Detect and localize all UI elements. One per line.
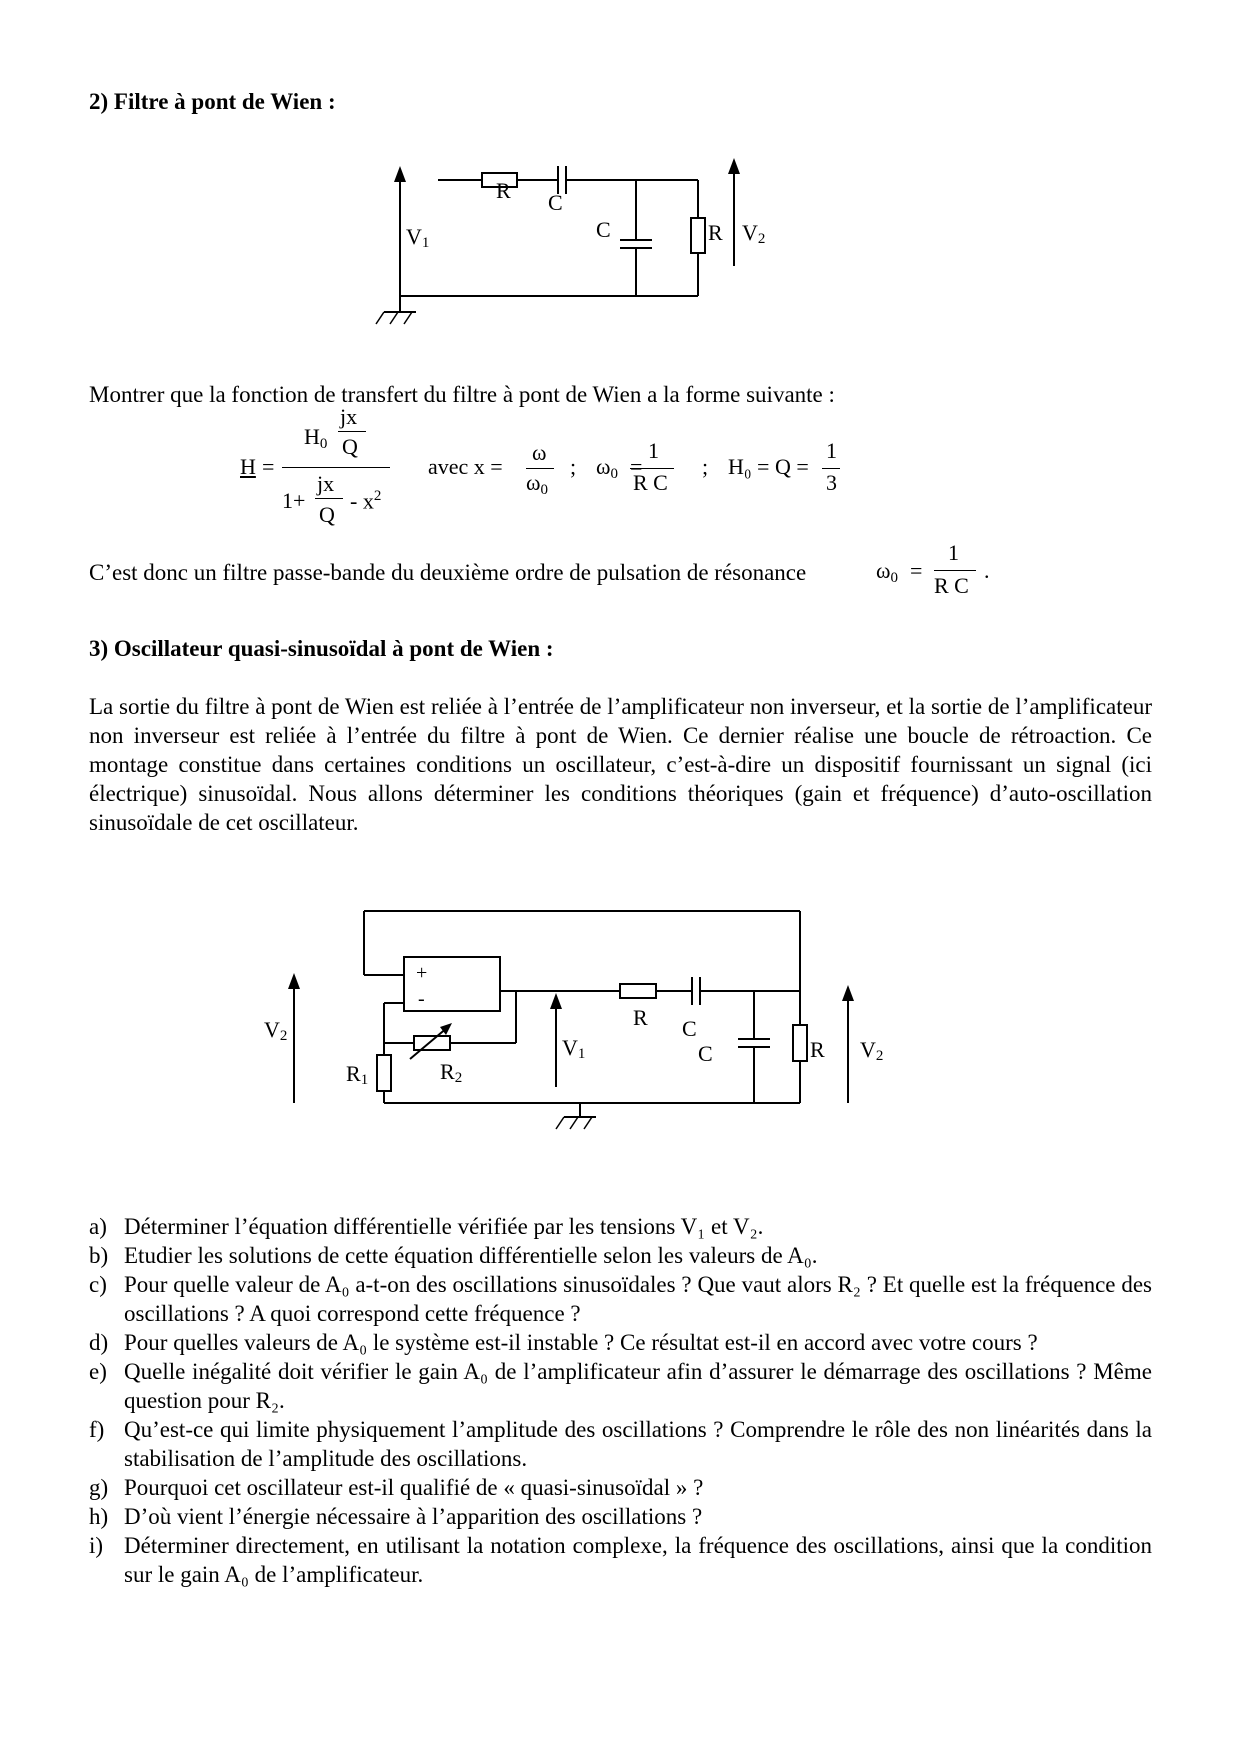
question-item: b) Etudier les solutions de cette équation différentielle selon les valeurs de A₀. bbox=[89, 1243, 818, 1268]
formula-omega: ω bbox=[532, 440, 547, 465]
questions-list bbox=[89, 1212, 1152, 1589]
label-v2-right: V2 bbox=[860, 1037, 884, 1064]
formula-semicolon-1: ; bbox=[570, 454, 577, 479]
label-r-parallel: R bbox=[708, 220, 723, 245]
variable-resistor-arrow-icon bbox=[410, 1027, 448, 1059]
transfer-intro-text: Montrer que la fonction de transfert du filtre à pont de Wien a la forme suivante : bbox=[89, 382, 835, 407]
formula-den-oneplus: 1+ bbox=[282, 488, 306, 513]
question-item: e) Quelle inégalité doit vérifier le gain A₀ de l’amplificateur afin d’assurer le démarrage des oscillations ? Même question pour R₂. bbox=[89, 1359, 1152, 1413]
question-item: a) Déterminer l’équation différentielle vérifiée par les tensions V₁ et V₂. bbox=[89, 1214, 764, 1239]
formula-h0-q: H₀ = Q = bbox=[728, 454, 809, 479]
formula-den-q: Q bbox=[319, 502, 335, 527]
formula-three: 3 bbox=[826, 470, 837, 495]
label-c-parallel: C bbox=[698, 1041, 713, 1066]
question-item: h) D’où vient l’énergie nécessaire à l’apparition des oscillations ? bbox=[89, 1504, 703, 1529]
formula-den-minus-x: - $x^2$ bbox=[350, 488, 382, 514]
formula-num-jx: jx bbox=[340, 404, 358, 429]
conclusion-formula bbox=[876, 540, 996, 610]
formula-avec: avec x = bbox=[428, 454, 503, 479]
formula-den-jx: jx bbox=[317, 471, 335, 496]
question-item: d) Pour quelles valeurs de A₀ le système est-il instable ? Ce résultat est-il en accord avec votre cours ? bbox=[89, 1330, 1038, 1355]
formula-one-b: 1 bbox=[826, 438, 837, 463]
transfer-function-formula bbox=[240, 406, 1000, 536]
conclusion-dot: . bbox=[984, 558, 990, 583]
label-c-series: C bbox=[548, 190, 563, 215]
label-v2: V2 bbox=[742, 220, 766, 247]
ground-icon bbox=[556, 1117, 592, 1129]
label-r-series: R bbox=[633, 1005, 648, 1030]
formula-one: 1 bbox=[648, 438, 659, 463]
conclusion-omega0: $\omega_0$ bbox=[876, 558, 898, 586]
question-item: f) Qu’est-ce qui limite physiquement l’amplitude des oscillations ? Comprendre le rôle des non linéarités dans la stabilisation de l’amplitude des oscillations. bbox=[89, 1417, 1152, 1471]
question-item: g) Pourquoi cet oscillateur est-il qualifié de « quasi-sinusoïdal » ? bbox=[89, 1475, 704, 1500]
resistor-r1 bbox=[377, 1055, 391, 1091]
label-plus: + bbox=[416, 962, 428, 984]
resistor-r-series-osc bbox=[620, 984, 656, 998]
conclusion-rc: R C bbox=[934, 573, 969, 598]
label-c-parallel: C bbox=[596, 217, 611, 242]
section-3-heading: 3) Oscillateur quasi-sinusoïdal à pont de Wien : bbox=[89, 636, 554, 661]
formula-rc: R C bbox=[633, 470, 668, 495]
label-r-parallel: R bbox=[810, 1037, 825, 1062]
label-v1: V1 bbox=[562, 1035, 586, 1062]
question-item: c) Pour quelle valeur de A₀ a-t-on des oscillations sinusoïdales ? Que vaut alors R₂ ? Et quelle est la fréquence des oscillations ? A quoi correspond cette fréquence ? bbox=[89, 1272, 1152, 1326]
formula-h0: $H_0$ bbox=[304, 424, 328, 452]
label-c-series: C bbox=[682, 1016, 697, 1041]
wien-oscillator-circuit bbox=[264, 895, 920, 1155]
conclusion-text: C’est donc un filtre passe-bande du deuxième ordre de pulsation de résonance bbox=[89, 560, 807, 585]
label-r-series: R bbox=[496, 178, 511, 203]
ground-icon bbox=[376, 312, 412, 324]
resistor-r-parallel-osc bbox=[793, 1025, 807, 1061]
formula-omega0-eq: = bbox=[630, 454, 643, 479]
question-item: i) Déterminer directement, en utilisant la notation complexe, la fréquence des oscillations, ainsi que la condition sur le gain A₀ de l’amplificateur. bbox=[89, 1533, 1152, 1587]
section-3-paragraph: La sortie du filtre à pont de Wien est reliée à l’entrée de l’amplificateur non inverseur, et la sortie de l’amplificateur non inverseur est reliée à l’entrée du filtre à pont de Wien. Ce dernier réalise une boucle de rétroaction. Ce montage constitue dans certaines conditions un oscillateur, c’est-à-dire un dispositif fournissant un signal (ici électrique) sinusoïdal. Nous allons déterminer les conditions théoriques (gain et fréquence) d’auto-oscillation sinusoïdale de cet oscillateur. bbox=[89, 694, 1152, 835]
formula-omega0-def: $\omega_0$ bbox=[596, 454, 618, 482]
label-v2-left: V2 bbox=[264, 1017, 288, 1044]
formula-omega0: $\omega_0$ bbox=[526, 470, 548, 498]
formula-num-q: Q bbox=[342, 434, 358, 459]
resistor-r-parallel bbox=[691, 218, 705, 253]
section-2-heading: 2) Filtre à pont de Wien : bbox=[89, 89, 336, 114]
label-r1: R1 bbox=[346, 1061, 369, 1088]
wien-filter-circuit bbox=[400, 150, 800, 340]
label-v1: V1 bbox=[406, 224, 430, 251]
conclusion-eq: = bbox=[910, 558, 923, 583]
conclusion-one: 1 bbox=[948, 540, 959, 565]
label-r2: R2 bbox=[440, 1059, 463, 1086]
label-minus: - bbox=[418, 988, 425, 1010]
formula-h: H bbox=[240, 454, 256, 479]
formula-equals: = bbox=[262, 454, 275, 479]
formula-semicolon-2: ; bbox=[702, 454, 709, 479]
resistor-r2 bbox=[414, 1036, 450, 1050]
